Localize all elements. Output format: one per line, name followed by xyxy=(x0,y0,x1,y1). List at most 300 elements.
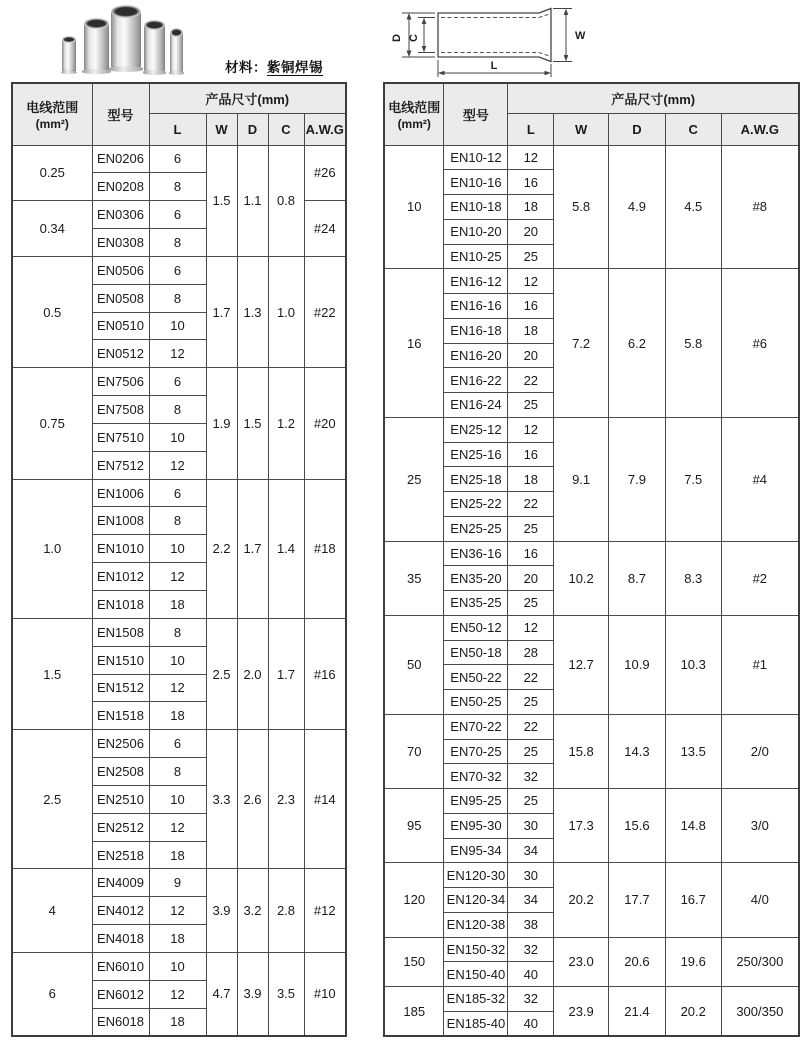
length-cell: 12 xyxy=(149,813,206,841)
arrowhead xyxy=(407,13,412,20)
length-cell: 40 xyxy=(508,1011,554,1036)
w-label: W xyxy=(575,30,586,42)
spec-table-small-sizes xyxy=(11,82,347,1037)
table-row xyxy=(384,541,799,566)
material-value: 紫铜焊锡 xyxy=(267,60,323,75)
awg-cell: #26 xyxy=(304,145,346,201)
length-cell: 6 xyxy=(149,145,206,173)
c-dim-cell: 2.3 xyxy=(268,730,304,869)
model-cell: EN0512 xyxy=(92,340,149,368)
arrowhead xyxy=(545,71,552,76)
ferrule-image-small-left xyxy=(62,36,76,74)
length-cell: 28 xyxy=(508,640,554,665)
length-cell: 30 xyxy=(508,813,554,838)
wire-range-cell: 0.75 xyxy=(12,368,92,479)
table-row xyxy=(384,417,799,442)
model-cell: EN185-32 xyxy=(444,987,508,1012)
length-cell: 16 xyxy=(508,541,554,566)
model-cell: EN25-22 xyxy=(444,492,508,517)
wire-range-cell: 10 xyxy=(384,145,444,269)
c-dim-cell: 2.8 xyxy=(268,869,304,953)
length-cell: 10 xyxy=(149,423,206,451)
wire-range-header-text: 电线范围 xyxy=(388,100,441,116)
depth-cell: 1.5 xyxy=(237,368,268,479)
model-cell: EN6012 xyxy=(92,980,149,1008)
depth-cell: 1.3 xyxy=(237,256,268,367)
model-cell: EN150-40 xyxy=(444,962,508,987)
arrowhead xyxy=(564,55,569,62)
table-row xyxy=(12,256,346,284)
material-note xyxy=(225,56,323,76)
model-cell: EN2510 xyxy=(92,785,149,813)
length-cell: 12 xyxy=(508,615,554,640)
model-cell: EN50-12 xyxy=(444,615,508,640)
awg-cell: #20 xyxy=(304,368,346,479)
size-col-header-c: C xyxy=(665,113,721,145)
arrowhead xyxy=(422,18,427,25)
width-cell: 3.9 xyxy=(206,869,237,953)
length-cell: 18 xyxy=(508,195,554,220)
model-cell: EN2508 xyxy=(92,758,149,786)
size-title-header: 产品尺寸(mm) xyxy=(149,83,346,113)
size-col-header-d: D xyxy=(609,113,666,145)
model-cell: EN70-32 xyxy=(444,764,508,789)
model-cell: EN10-16 xyxy=(444,170,508,195)
dimension-diagram xyxy=(390,0,610,82)
size-col-header-w: W xyxy=(554,113,609,145)
c-label: C xyxy=(408,34,420,42)
model-cell: EN16-12 xyxy=(444,269,508,294)
length-cell: 8 xyxy=(149,284,206,312)
size-col-header-l: L xyxy=(508,113,554,145)
model-cell: EN4009 xyxy=(92,869,149,897)
table-row xyxy=(12,869,346,897)
depth-cell: 20.6 xyxy=(609,937,666,987)
wire-range-cell: 35 xyxy=(384,541,444,615)
length-cell: 10 xyxy=(149,312,206,340)
model-cell: EN0308 xyxy=(92,229,149,257)
length-cell: 12 xyxy=(508,145,554,170)
width-cell: 23.0 xyxy=(554,937,609,987)
table-row xyxy=(12,145,346,173)
c-dim-cell: 16.7 xyxy=(665,863,721,937)
model-cell: EN70-25 xyxy=(444,739,508,764)
awg-cell: 3/0 xyxy=(721,789,799,863)
wire-range-cell: 25 xyxy=(384,417,444,541)
c-dim-cell: 14.8 xyxy=(665,789,721,863)
model-cell: EN70-22 xyxy=(444,714,508,739)
length-cell: 12 xyxy=(149,980,206,1008)
c-dim-cell: 5.8 xyxy=(665,269,721,418)
length-cell: 18 xyxy=(149,925,206,953)
length-cell: 10 xyxy=(149,535,206,563)
length-cell: 10 xyxy=(149,952,206,980)
width-cell: 10.2 xyxy=(554,541,609,615)
wire-range-cell: 70 xyxy=(384,714,444,788)
size-title-header: 产品尺寸(mm) xyxy=(508,83,799,113)
depth-cell: 17.7 xyxy=(609,863,666,937)
arrowhead xyxy=(422,46,427,53)
c-dim-cell: 1.4 xyxy=(268,479,304,618)
length-cell: 10 xyxy=(149,785,206,813)
length-cell: 18 xyxy=(149,591,206,619)
model-cell: EN95-30 xyxy=(444,813,508,838)
width-cell: 7.2 xyxy=(554,269,609,418)
length-cell: 32 xyxy=(508,987,554,1012)
model-cell: EN1010 xyxy=(92,535,149,563)
model-cell: EN1006 xyxy=(92,479,149,507)
model-cell: EN50-18 xyxy=(444,640,508,665)
wire-range-cell: 2.5 xyxy=(12,730,92,869)
model-cell: EN1518 xyxy=(92,702,149,730)
depth-cell: 8.7 xyxy=(609,541,666,615)
length-cell: 6 xyxy=(149,256,206,284)
width-cell: 9.1 xyxy=(554,417,609,541)
wire-range-cell: 1.0 xyxy=(12,479,92,618)
wire-range-header xyxy=(384,83,444,145)
length-cell: 38 xyxy=(508,912,554,937)
length-cell: 6 xyxy=(149,368,206,396)
arrowhead xyxy=(407,51,412,58)
product-photo xyxy=(58,3,190,77)
length-cell: 25 xyxy=(508,244,554,269)
length-cell: 40 xyxy=(508,962,554,987)
width-cell: 1.5 xyxy=(206,145,237,256)
c-dim-cell: 10.3 xyxy=(665,615,721,714)
c-dim-cell: 1.0 xyxy=(268,256,304,367)
size-col-header-l: L xyxy=(149,113,206,145)
model-cell: EN7512 xyxy=(92,451,149,479)
depth-cell: 14.3 xyxy=(609,714,666,788)
inner-wall-bottom-dashed xyxy=(441,53,551,57)
table-row xyxy=(384,789,799,814)
model-cell: EN36-16 xyxy=(444,541,508,566)
model-cell: EN25-16 xyxy=(444,442,508,467)
model-cell: EN120-30 xyxy=(444,863,508,888)
length-cell: 8 xyxy=(149,507,206,535)
c-dim-cell: 13.5 xyxy=(665,714,721,788)
table-row xyxy=(12,368,346,396)
model-cell: EN2512 xyxy=(92,813,149,841)
size-col-header-c: C xyxy=(268,113,304,145)
awg-cell: #16 xyxy=(304,618,346,729)
awg-cell: 4/0 xyxy=(721,863,799,937)
model-cell: EN16-22 xyxy=(444,368,508,393)
awg-cell: #6 xyxy=(721,269,799,418)
model-cell: EN10-20 xyxy=(444,219,508,244)
ferrule-body xyxy=(84,21,109,73)
length-cell: 34 xyxy=(508,888,554,913)
table-row xyxy=(12,618,346,646)
model-cell: EN25-25 xyxy=(444,516,508,541)
length-cell: 8 xyxy=(149,758,206,786)
length-cell: 25 xyxy=(508,516,554,541)
width-cell: 1.9 xyxy=(206,368,237,479)
model-cell: EN185-40 xyxy=(444,1011,508,1036)
depth-cell: 6.2 xyxy=(609,269,666,418)
length-cell: 12 xyxy=(149,674,206,702)
length-cell: 22 xyxy=(508,492,554,517)
wire-range-cell: 95 xyxy=(384,789,444,863)
ferrule-base xyxy=(82,69,111,74)
d-label: D xyxy=(391,34,403,42)
model-cell: EN0206 xyxy=(92,145,149,173)
length-cell: 16 xyxy=(508,170,554,195)
model-cell: EN7508 xyxy=(92,396,149,424)
length-cell: 6 xyxy=(149,201,206,229)
size-col-header-d: D xyxy=(237,113,268,145)
awg-cell: #10 xyxy=(304,952,346,1036)
length-cell: 12 xyxy=(508,269,554,294)
length-cell: 22 xyxy=(508,665,554,690)
length-cell: 20 xyxy=(508,566,554,591)
depth-cell: 3.2 xyxy=(237,869,268,953)
wire-range-cell: 150 xyxy=(384,937,444,987)
dimension-w xyxy=(553,9,572,62)
length-cell: 25 xyxy=(508,690,554,715)
depth-cell: 1.1 xyxy=(237,145,268,256)
model-cell: EN7510 xyxy=(92,423,149,451)
model-cell: EN4012 xyxy=(92,897,149,925)
spec-table-large-sizes xyxy=(383,82,800,1037)
length-cell: 18 xyxy=(508,318,554,343)
depth-cell: 4.9 xyxy=(609,145,666,269)
wire-range-cell: 185 xyxy=(384,987,444,1037)
model-cell: EN50-22 xyxy=(444,665,508,690)
model-cell: EN0506 xyxy=(92,256,149,284)
table-row xyxy=(12,952,346,980)
length-cell: 18 xyxy=(149,1008,206,1036)
width-cell: 20.2 xyxy=(554,863,609,937)
c-dim-cell: 19.6 xyxy=(665,937,721,987)
length-cell: 34 xyxy=(508,838,554,863)
model-cell: EN7506 xyxy=(92,368,149,396)
awg-cell: #12 xyxy=(304,869,346,953)
model-cell: EN2506 xyxy=(92,730,149,758)
ferrule-base xyxy=(109,66,143,72)
table-row xyxy=(384,714,799,739)
awg-cell: #1 xyxy=(721,615,799,714)
model-cell: EN10-12 xyxy=(444,145,508,170)
width-cell: 12.7 xyxy=(554,615,609,714)
length-cell: 16 xyxy=(508,294,554,319)
length-cell: 12 xyxy=(149,897,206,925)
length-cell: 10 xyxy=(149,646,206,674)
model-cell: EN10-25 xyxy=(444,244,508,269)
width-cell: 1.7 xyxy=(206,256,237,367)
length-cell: 6 xyxy=(149,730,206,758)
wire-range-unit-text: (mm²) xyxy=(35,117,69,132)
model-cell: EN0306 xyxy=(92,201,149,229)
depth-cell: 15.6 xyxy=(609,789,666,863)
table-row xyxy=(384,937,799,962)
length-cell: 25 xyxy=(508,393,554,418)
table-row xyxy=(384,615,799,640)
wire-range-cell: 120 xyxy=(384,863,444,937)
depth-cell: 7.9 xyxy=(609,417,666,541)
wire-range-cell: 0.5 xyxy=(12,256,92,367)
model-cell: EN1008 xyxy=(92,507,149,535)
length-cell: 8 xyxy=(149,396,206,424)
model-cell: EN10-18 xyxy=(444,195,508,220)
header-row xyxy=(384,83,799,113)
depth-cell: 10.9 xyxy=(609,615,666,714)
model-cell: EN1018 xyxy=(92,591,149,619)
model-cell: EN16-16 xyxy=(444,294,508,319)
wire-range-cell: 16 xyxy=(384,269,444,418)
model-cell: EN6010 xyxy=(92,952,149,980)
awg-cell: #4 xyxy=(721,417,799,541)
model-cell: EN35-20 xyxy=(444,566,508,591)
ferrule-base xyxy=(169,71,184,75)
ferrule-body xyxy=(170,31,183,74)
ferrule-outline xyxy=(438,9,551,62)
c-dim-cell: 4.5 xyxy=(665,145,721,269)
width-cell: 2.5 xyxy=(206,618,237,729)
awg-cell: 2/0 xyxy=(721,714,799,788)
width-cell: 4.7 xyxy=(206,952,237,1036)
length-cell: 25 xyxy=(508,789,554,814)
table-row xyxy=(384,863,799,888)
c-dim-cell: 1.2 xyxy=(268,368,304,479)
inner-wall-top-dashed xyxy=(441,14,551,18)
c-dim-cell: 20.2 xyxy=(665,987,721,1037)
model-header: 型号 xyxy=(444,83,508,145)
model-cell: EN0510 xyxy=(92,312,149,340)
ferrule-opening xyxy=(170,28,183,37)
c-dim-cell: 1.7 xyxy=(268,618,304,729)
length-cell: 22 xyxy=(508,368,554,393)
table-row xyxy=(12,479,346,507)
ferrule-base xyxy=(61,71,77,74)
ferrule-image-small-right xyxy=(170,28,183,75)
dimension-c xyxy=(418,18,435,53)
ferrule-image-medium-left xyxy=(84,18,109,74)
length-cell: 12 xyxy=(149,340,206,368)
model-cell: EN95-34 xyxy=(444,838,508,863)
model-cell: EN1512 xyxy=(92,674,149,702)
length-cell: 18 xyxy=(149,702,206,730)
arrowhead xyxy=(438,71,445,76)
length-cell: 32 xyxy=(508,764,554,789)
wire-range-header xyxy=(12,83,92,145)
ferrule-base xyxy=(143,70,167,75)
length-cell: 12 xyxy=(149,563,206,591)
awg-cell: 300/350 xyxy=(721,987,799,1037)
length-cell: 12 xyxy=(508,417,554,442)
length-cell: 9 xyxy=(149,869,206,897)
model-cell: EN120-38 xyxy=(444,912,508,937)
l-label: L xyxy=(490,60,498,72)
c-dim-cell: 8.3 xyxy=(665,541,721,615)
ferrule-image-large-center xyxy=(111,5,141,72)
ferrule-image-medium-right xyxy=(144,20,165,75)
width-cell: 15.8 xyxy=(554,714,609,788)
model-cell: EN4018 xyxy=(92,925,149,953)
depth-cell: 2.0 xyxy=(237,618,268,729)
length-cell: 18 xyxy=(149,841,206,869)
model-cell: EN0208 xyxy=(92,173,149,201)
model-cell: EN16-24 xyxy=(444,393,508,418)
ferrule-body xyxy=(62,39,76,73)
model-cell: EN50-25 xyxy=(444,690,508,715)
awg-cell: 250/300 xyxy=(721,937,799,987)
length-cell: 30 xyxy=(508,863,554,888)
awg-cell: #18 xyxy=(304,479,346,618)
model-cell: EN120-34 xyxy=(444,888,508,913)
length-cell: 20 xyxy=(508,219,554,244)
wire-range-cell: 4 xyxy=(12,869,92,953)
table-row xyxy=(384,145,799,170)
wire-range-header-text: 电线范围 xyxy=(26,100,79,116)
awg-cell: #14 xyxy=(304,730,346,869)
length-cell: 6 xyxy=(149,479,206,507)
model-cell: EN1012 xyxy=(92,563,149,591)
ferrule-opening xyxy=(111,5,141,18)
depth-cell: 21.4 xyxy=(609,987,666,1037)
model-cell: EN25-12 xyxy=(444,417,508,442)
table-row xyxy=(384,987,799,1012)
awg-cell: #2 xyxy=(721,541,799,615)
wire-range-cell: 6 xyxy=(12,952,92,1036)
length-cell: 25 xyxy=(508,591,554,616)
wire-range-cell: 1.5 xyxy=(12,618,92,729)
model-cell: EN150-32 xyxy=(444,937,508,962)
length-cell: 18 xyxy=(508,467,554,492)
c-dim-cell: 7.5 xyxy=(665,417,721,541)
c-dim-cell: 0.8 xyxy=(268,145,304,256)
awg-cell: #8 xyxy=(721,145,799,269)
table-row xyxy=(384,269,799,294)
model-cell: EN0508 xyxy=(92,284,149,312)
model-cell: EN6018 xyxy=(92,1008,149,1036)
awg-cell: #22 xyxy=(304,256,346,367)
length-cell: 25 xyxy=(508,739,554,764)
wire-range-unit-text: (mm²) xyxy=(397,117,431,132)
width-cell: 2.2 xyxy=(206,479,237,618)
model-cell: EN1510 xyxy=(92,646,149,674)
model-cell: EN95-25 xyxy=(444,789,508,814)
awg-cell: #24 xyxy=(304,201,346,257)
header-row xyxy=(12,83,346,113)
material-label: 材料： xyxy=(225,60,267,75)
length-cell: 16 xyxy=(508,442,554,467)
width-cell: 3.3 xyxy=(206,730,237,869)
width-cell: 5.8 xyxy=(554,145,609,269)
wire-range-cell: 0.34 xyxy=(12,201,92,257)
size-col-header-awg: A.W.G xyxy=(721,113,799,145)
model-cell: EN16-20 xyxy=(444,343,508,368)
model-cell: EN2518 xyxy=(92,841,149,869)
length-cell: 8 xyxy=(149,173,206,201)
length-cell: 8 xyxy=(149,618,206,646)
ferrule-body xyxy=(144,23,165,74)
depth-cell: 1.7 xyxy=(237,479,268,618)
arrowhead xyxy=(564,9,569,16)
table-row xyxy=(12,730,346,758)
depth-cell: 3.9 xyxy=(237,952,268,1036)
depth-cell: 2.6 xyxy=(237,730,268,869)
model-header: 型号 xyxy=(92,83,149,145)
c-dim-cell: 3.5 xyxy=(268,952,304,1036)
model-cell: EN25-18 xyxy=(444,467,508,492)
length-cell: 12 xyxy=(149,451,206,479)
ferrule-opening xyxy=(84,18,109,29)
width-cell: 17.3 xyxy=(554,789,609,863)
width-cell: 23.9 xyxy=(554,987,609,1037)
wire-range-cell: 50 xyxy=(384,615,444,714)
model-cell: EN35-25 xyxy=(444,591,508,616)
